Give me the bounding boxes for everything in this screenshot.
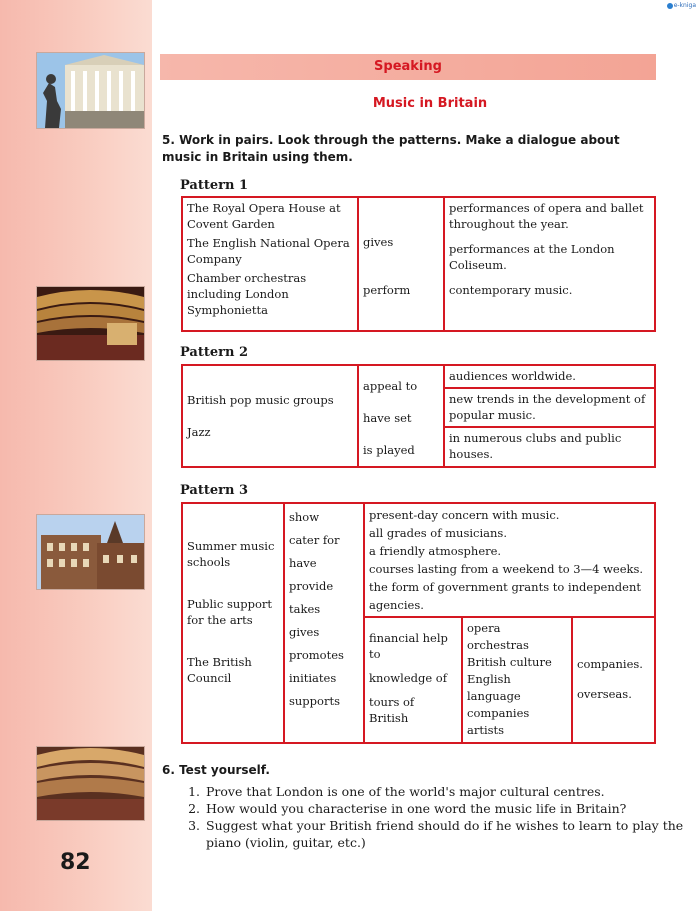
auditorium-photo <box>36 286 145 361</box>
pattern-1-objects: performances of opera and ballet throughout the year. performances at the London Coliseum. contemporary music. <box>444 197 655 331</box>
pattern-2-label: Pattern 2 <box>180 345 249 360</box>
pattern-3-objects-mid: financial help to knowledge of tours of British <box>364 617 462 743</box>
pattern-3-label: Pattern 3 <box>180 483 249 498</box>
pattern-2-object-1: audiences worldwide. <box>444 365 655 388</box>
logo-icon <box>667 3 673 9</box>
list-item: 3. Suggest what your British friend should do if he wishes to learn to play the piano (violin, guitar, etc.) <box>204 817 694 851</box>
pattern-3-objects-mid2: opera orchestras British culture English language companies artists <box>462 617 572 743</box>
page-number: 82 <box>60 850 91 875</box>
task-5-instruction: 5. Work in pairs. Look through the patterns. Make a dialogue about music in Britain using them. <box>162 133 620 164</box>
pattern-3-table <box>181 502 656 744</box>
pattern-3-objects-end: companies. overseas. <box>572 617 655 743</box>
list-item: 2. How would you characterise in one word the music life in Britain? <box>204 800 694 817</box>
list-item: 1. Prove that London is one of the world's major cultural centres. <box>204 783 694 800</box>
concert-hall-photo <box>36 746 145 821</box>
pattern-2-object-3: in numerous clubs and public houses. <box>444 427 655 467</box>
pattern-1-subjects: The Royal Opera House at Covent Garden The English National Opera Company Chamber orchestras including London Symphonietta <box>182 197 358 331</box>
publisher-logo: e-kniga <box>667 2 696 9</box>
pattern-1-label: Pattern 1 <box>180 178 249 193</box>
opera-house-photo <box>36 52 145 129</box>
pattern-3-objects-top: present-day concern with music. all grades of musicians. a friendly atmosphere. courses lasting from a weekend to 3—4 weeks. the form of government grants to independent agencies. <box>364 503 655 617</box>
section-heading: Speaking <box>374 59 442 74</box>
test-question-list <box>180 783 694 851</box>
pattern-2-verbs: appeal to have set is played <box>358 365 444 467</box>
pattern-3-verbs: show cater for have provide takes gives promotes initiates supports <box>284 503 364 743</box>
pattern-1-table <box>181 196 656 332</box>
page-title: Music in Britain <box>372 96 488 111</box>
building-photo <box>36 514 145 590</box>
pattern-3-subjects: Summer music schools Public support for the arts The British Council <box>182 503 284 743</box>
section-header <box>160 54 656 80</box>
pattern-2-table <box>181 364 656 468</box>
pattern-1-verbs: gives perform <box>358 197 444 331</box>
task-6-heading: 6. Test yourself. <box>162 763 270 777</box>
pattern-2-subjects: British pop music groups Jazz <box>182 365 358 467</box>
pattern-2-object-2: new trends in the development of popular music. <box>444 388 655 428</box>
